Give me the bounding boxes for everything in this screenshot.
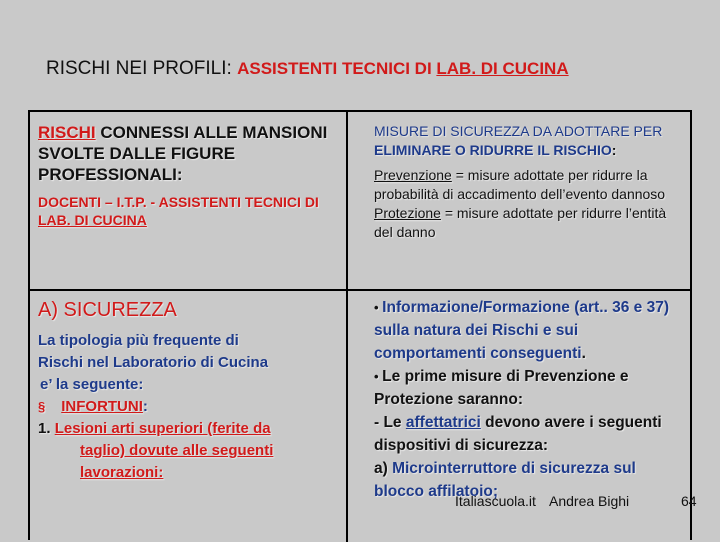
bullet-dot-icon: •: [374, 369, 383, 384]
protection-word: Protezione: [374, 205, 441, 221]
protection-definition: [374, 204, 684, 242]
profiles-subheading: [38, 193, 338, 229]
lesion-line2: taglio) dovute alle seguenti: [80, 442, 274, 459]
footer-site: Italiascuola.it: [455, 493, 536, 509]
measures-part1: MISURE DI SICUREZZA DA ADOTTARE PER: [374, 123, 663, 139]
cell-prevention-measures: [374, 296, 688, 503]
safety-line3: e’ la seguente:: [40, 376, 144, 393]
micro-label: a): [374, 460, 393, 477]
prevention-definition: [374, 166, 684, 204]
safety-paragraph: [38, 330, 338, 484]
row-divider: [30, 289, 690, 291]
micro-text: Microinterruttore di sicurezza sul blocco affilatoio;: [374, 460, 636, 500]
risks-word: RISCHI: [38, 123, 96, 142]
profiles-part1: DOCENTI – I.T.P. - ASSISTENTI TECNICI DI: [38, 194, 319, 210]
bullet-dot-icon: •: [374, 300, 383, 315]
measures-heading: [374, 122, 684, 160]
lesion-item: [38, 418, 338, 440]
slicer-word: affettatrici: [405, 414, 481, 431]
info-item: [374, 296, 688, 365]
content-table: [28, 110, 692, 540]
risks-heading: [38, 122, 338, 185]
slicer-item: [374, 411, 688, 457]
cell-measures-heading: [374, 122, 684, 242]
title-part2: ASSISTENTI TECNICI DI: [237, 59, 437, 78]
prevention-text: = misure adottate per ridurre la probabilità di accadimento dell’evento dannoso: [374, 167, 666, 202]
cell-risks-heading: [38, 122, 338, 229]
info-end: .: [581, 345, 586, 362]
info-text: Informazione/Formazione (art.. 36 e 37) sulla natura dei Rischi e sui comportamenti conseguenti: [374, 299, 669, 362]
prevention-word: Prevenzione: [374, 167, 452, 183]
lesion-line1: Lesioni arti superiori (ferite da: [54, 420, 271, 437]
measures-bold: ELIMINARE O RIDURRE IL RISCHIO: [374, 142, 612, 158]
page-number: 64: [681, 493, 697, 509]
title-part3: LAB. DI CUCINA: [436, 59, 569, 78]
infortuni-label: INFORTUNI: [61, 398, 143, 415]
lesion-line3: lavorazioni:: [80, 464, 164, 481]
cell-safety: [38, 298, 338, 484]
risks-heading-rest: CONNESSI ALLE MANSIONI SVOLTE DALLE FIGURE PROFESSIONALI:: [38, 123, 328, 184]
profiles-part2: LAB. DI CUCINA: [38, 212, 147, 228]
safety-line1: La tipologia più frequente di: [38, 332, 239, 349]
protection-text: = misure adottate per ridurre l’entità del danno: [374, 205, 667, 240]
prime-item: [374, 365, 688, 411]
safety-section-heading: A) SICUREZZA: [38, 299, 177, 321]
prime-text: Le prime misure di Prevenzione e Protezione saranno:: [374, 368, 629, 408]
slicer-text: devono avere i seguenti dispositivi di sicurezza:: [374, 414, 662, 454]
slide-title: [46, 58, 706, 80]
column-divider: [346, 112, 348, 542]
measures-colon: :: [611, 142, 617, 158]
slicer-dash: - Le: [374, 414, 406, 431]
bullet-icon: §: [38, 399, 46, 414]
footer-author: Andrea Bighi: [549, 493, 630, 509]
title-part1: RISCHI NEI PROFILI:: [46, 58, 238, 79]
infortuni-colon: :: [142, 398, 148, 415]
infortuni-item: [38, 396, 338, 418]
lesion-number: 1.: [38, 420, 55, 437]
safety-line2: Rischi nel Laboratorio di Cucina: [38, 354, 269, 371]
